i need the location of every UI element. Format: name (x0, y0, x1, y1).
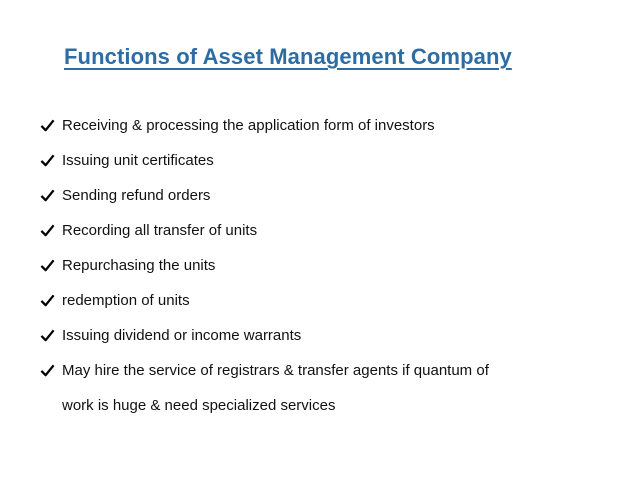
checkmark-icon (40, 153, 55, 168)
bullet-text: Issuing dividend or income warrants (62, 327, 302, 344)
checkmark-icon (40, 293, 55, 308)
bullet-item (40, 221, 620, 241)
bullet-text-continuation: work is huge & need specialized services (62, 397, 336, 414)
bullet-item (40, 186, 620, 206)
bullet-text: Repurchasing the units (62, 257, 216, 274)
bullet-item (40, 353, 620, 423)
bullet-text: redemption of units (62, 292, 190, 309)
checkmark-icon (40, 223, 55, 238)
bullet-text: May hire the service of registrars & transfer agents if quantum of (62, 362, 489, 379)
checkmark-icon (40, 328, 55, 343)
slide-title: Functions of Asset Management Company (64, 44, 512, 69)
bullet-text: Recording all transfer of units (62, 222, 258, 239)
checkmark-icon (40, 188, 55, 203)
bullet-text: Receiving & processing the application form of investors (62, 117, 435, 134)
bullet-list (40, 116, 620, 438)
bullet-item (40, 326, 620, 346)
bullet-item (40, 116, 620, 136)
bullet-text: Sending refund orders (62, 187, 211, 204)
checkmark-icon (40, 258, 55, 273)
bullet-item (40, 256, 620, 276)
checkmark-icon (40, 118, 55, 133)
checkmark-icon (40, 363, 55, 378)
bullet-item (40, 291, 620, 311)
bullet-item (40, 151, 620, 171)
bullet-text: Issuing unit certificates (62, 152, 214, 169)
